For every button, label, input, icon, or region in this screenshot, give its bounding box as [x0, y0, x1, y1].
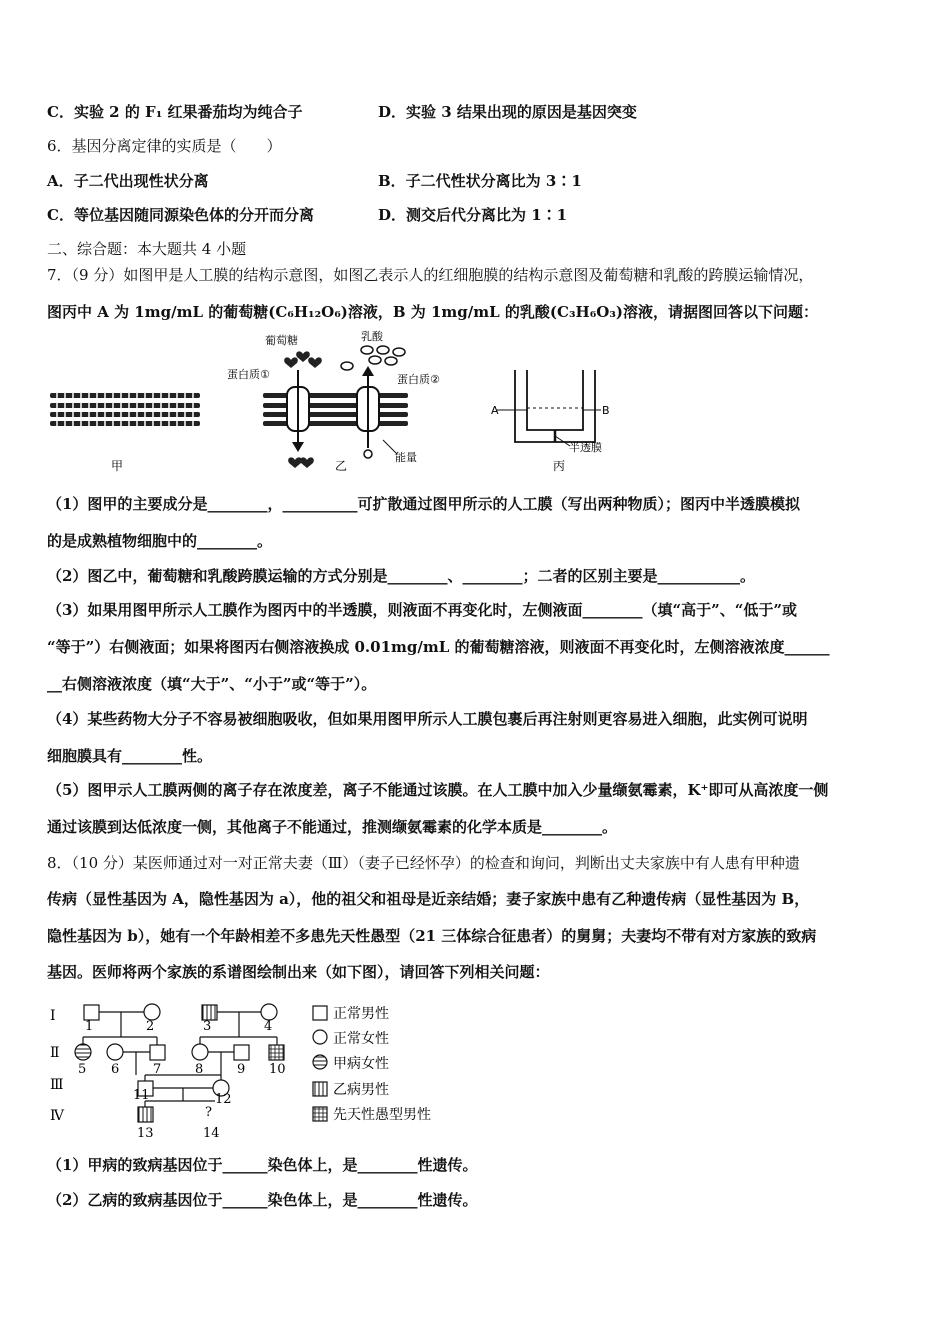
individual-10: 10 [269, 1062, 286, 1077]
q6-option-b: B．子二代性状分离比为 3∶1 [378, 172, 582, 190]
section-heading: 二、综合题：本大题共 4 小题 [47, 240, 247, 258]
generation-1: Ⅰ [50, 1008, 56, 1024]
legend-disease-b-male: 乙病男性 [333, 1082, 389, 1098]
figure-label-yi: 乙 [335, 459, 348, 473]
semipermeable-membrane-label: 半透膜 [569, 441, 602, 454]
figure-bing-utube [497, 370, 601, 446]
individual-9: 9 [237, 1062, 246, 1077]
generation-4: Ⅳ [50, 1108, 64, 1124]
generation-2: Ⅱ [50, 1045, 60, 1061]
protein-1-label: 蛋白质① [227, 368, 270, 381]
q7-part3-line1: （3）如果用图甲所示人工膜作为图丙中的半透膜，则液面不再变化时，左侧液面________（填“高于”、“低于”或 [47, 601, 797, 619]
q8-stem-4: 基因。医师将两个家族的系谱图绘制出来（如下图），请回答下列相关问题： [47, 963, 550, 981]
q7-part3-line2: “等于”）右侧液面；如果将图丙右侧溶液换成 0.01mg/mL 的葡萄糖溶液，则液面不再变化时，左侧溶液浓度______ [47, 638, 830, 656]
legend-down-syndrome-male: 先天性愚型男性 [333, 1107, 431, 1123]
figure-label-jia: 甲 [111, 459, 124, 473]
solution-a-label: A [491, 404, 499, 417]
individual-2: 2 [146, 1019, 155, 1034]
q5-option-d: D．实验 3 结果出现的原因是基因突变 [378, 103, 637, 121]
q8-part2: （2）乙病的致病基因位于______染色体上，是________性遗传。 [47, 1191, 478, 1209]
individual-8: 8 [195, 1062, 204, 1077]
q7-part1-line1: （1）图甲的主要成分是________，__________可扩散通过图甲所示的人工膜（写出两种物质）；图丙中半透膜模拟 [47, 495, 800, 513]
q8-stem-1: 8．（10 分）某医师通过对一对正常夫妻（Ⅲ）（妻子已经怀孕）的检查和询问，判断出丈夫家族中有人患有甲种遗 [47, 854, 800, 872]
q7-part4-line2: 细胞膜具有________性。 [47, 747, 213, 765]
q7-part2: （2）图乙中，葡萄糖和乳酸跨膜运输的方式分别是________、________；二者的区别主要是___________。 [47, 567, 755, 585]
figure-jia-membrane [50, 393, 200, 426]
individual-13: 13 [137, 1126, 154, 1141]
q8-stem-3: 隐性基因为 b），她有一个年龄相差不多患先天性愚型（21 三体综合征患者）的舅舅；夫妻均不带有对方家族的致病 [47, 927, 817, 945]
solution-b-label: B [602, 404, 610, 417]
q7-stem-2: 图丙中 A 为 1mg/mL 的葡萄糖(C₆H₁₂O₆)溶液，B 为 1mg/mL 的乳酸(C₃H₆O₃)溶液，请据图回答以下问题： [47, 303, 818, 321]
generation-3: Ⅲ [50, 1077, 64, 1093]
individual-4: 4 [264, 1019, 273, 1034]
unknown-mark: ? [205, 1105, 212, 1120]
individual-6: 6 [111, 1062, 120, 1077]
pedigree-chart [45, 995, 465, 1145]
protein-2-label: 蛋白质② [397, 373, 440, 386]
q7-part4-line1: （4）某些药物大分子不容易被细胞吸收，但如果用图甲所示人工膜包裹后再注射则更容易进入细胞，此实例可说明 [47, 710, 808, 728]
q6-option-d: D．测交后代分离比为 1∶1 [378, 206, 568, 224]
individual-12: 12 [215, 1092, 232, 1107]
q8-stem-2: 传病（显性基因为 A，隐性基因为 a），他的祖父和祖母是近亲结婚；妻子家族中患有乙种遗传病（显性基因为 B， [47, 890, 810, 908]
q7-part5-line1: （5）图甲示人工膜两侧的离子存在浓度差，离子不能通过该膜。在人工膜中加入少量缬氨霉素，K⁺即可从高浓度一侧 [47, 781, 829, 799]
energy-label: 能量 [395, 451, 417, 464]
individual-1: 1 [85, 1019, 94, 1034]
q8-part1: （1）甲病的致病基因位于______染色体上，是________性遗传。 [47, 1156, 478, 1174]
q7-part5-line2: 通过该膜到达低浓度一侧，其他离子不能通过，推测缬氨霉素的化学本质是________。 [47, 818, 618, 836]
figure-label-bing: 丙 [553, 459, 566, 473]
q6-option-a: A．子二代出现性状分离 [47, 172, 209, 190]
individual-5: 5 [78, 1062, 87, 1077]
figure-yi-membrane [227, 330, 440, 468]
individual-14: 14 [203, 1126, 220, 1141]
q7-stem-1: 7．（9 分）如图甲是人工膜的结构示意图，如图乙表示人的红细胞膜的结构示意图及葡萄糖和乳酸的跨膜运输情况， [47, 266, 814, 284]
legend-disease-a-female: 甲病女性 [333, 1056, 389, 1072]
q7-part3-line3: __右侧溶液浓度（填“大于”、“小于”或“等于”）。 [47, 675, 377, 693]
individual-3: 3 [203, 1019, 212, 1034]
legend-normal-female: 正常女性 [333, 1031, 389, 1047]
q6-option-c: C．等位基因随同源染色体的分开而分离 [47, 206, 314, 224]
individual-11: 11 [133, 1088, 150, 1103]
q5-option-c: C．实验 2 的 F₁ 红果番茄均为纯合子 [47, 103, 303, 121]
q7-part1-line2: 的是成熟植物细胞中的________。 [47, 532, 273, 550]
q6-stem: 6．基因分离定律的实质是（ ） [47, 137, 282, 155]
legend-normal-male: 正常男性 [333, 1006, 389, 1022]
membrane-figure [45, 330, 665, 478]
glucose-label: 葡萄糖 [265, 334, 298, 347]
individual-7: 7 [153, 1062, 162, 1077]
lactic-acid-label: 乳酸 [361, 330, 383, 343]
